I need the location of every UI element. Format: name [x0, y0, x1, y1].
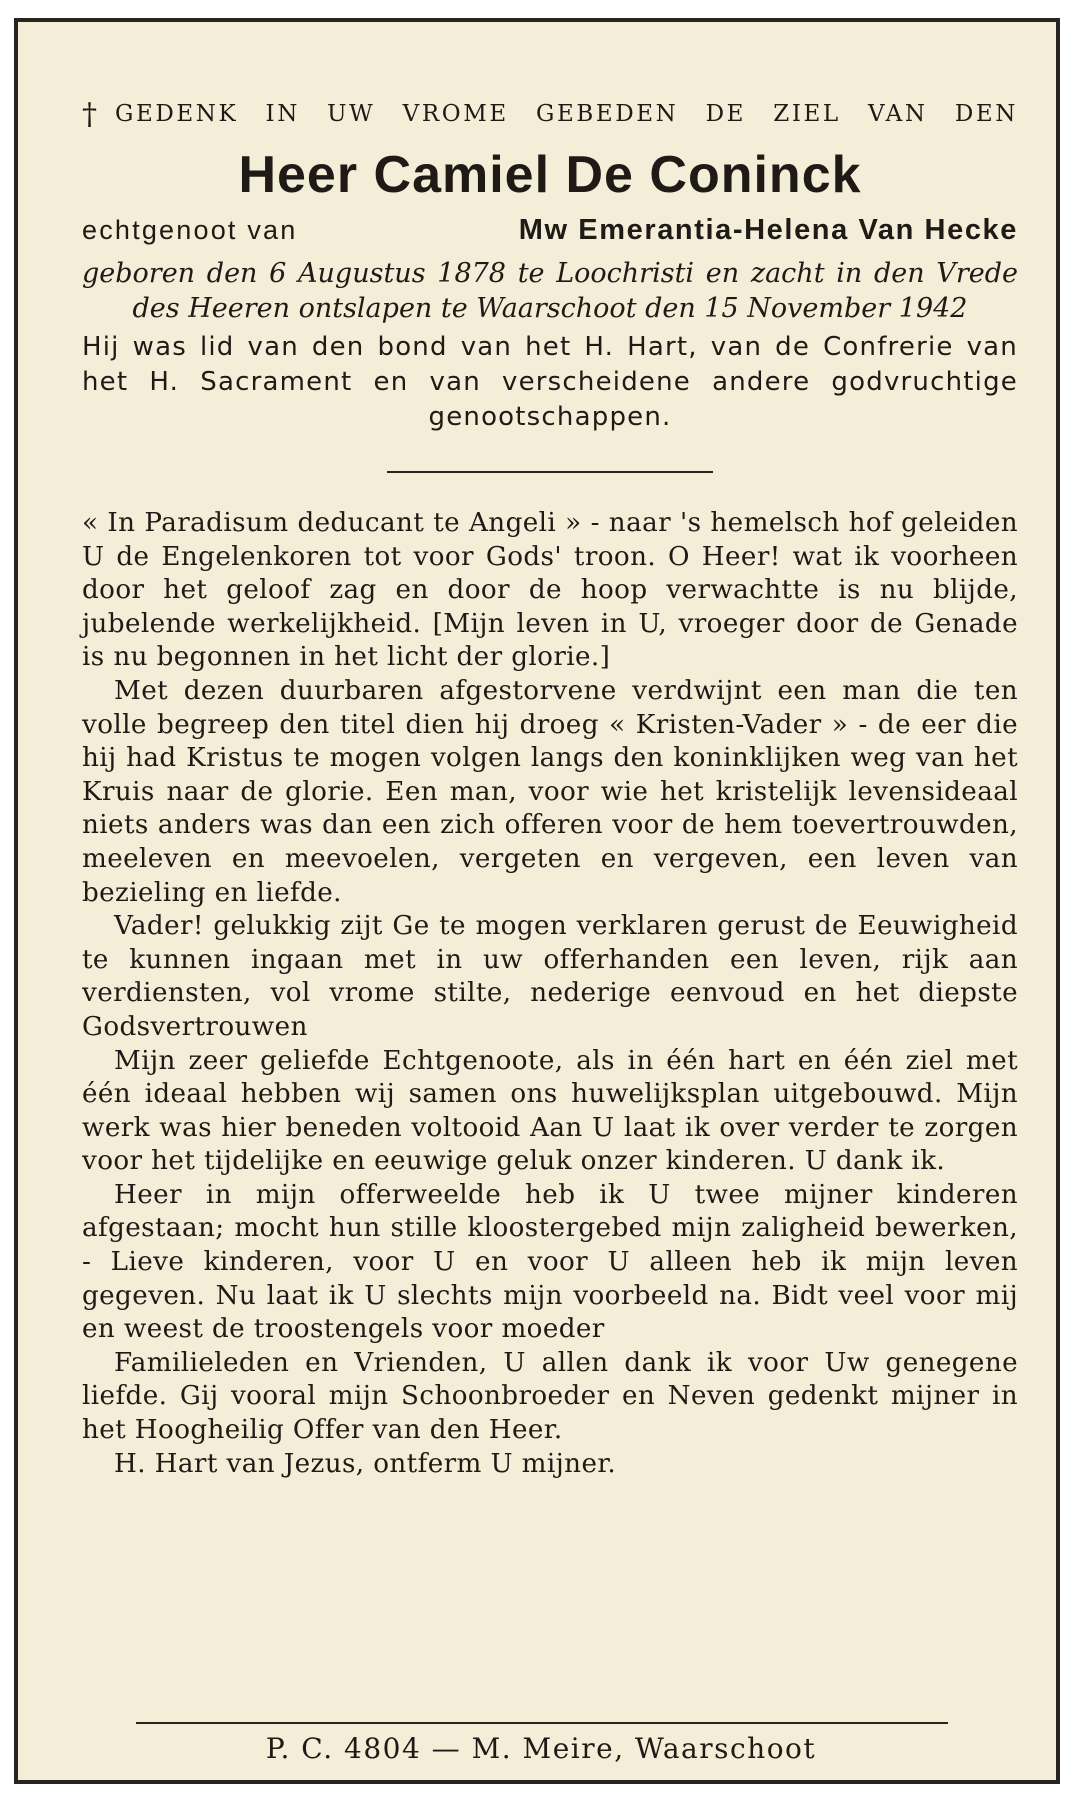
footer-divider — [136, 1722, 948, 1724]
paragraph-6: Familieleden en Vrienden, U allen dank ik voor Uw genegene liefde. Gij vooral mijn Schoonbroeder en Neven gedenkt mijner in het Hoogheilig Offer van den Heer. — [82, 1347, 1018, 1446]
birth-death-text: geboren den 6 Augustus 1878 te Loochristi en zacht in den Vrede des Heeren ontslapen te Waarschoot den 15 November 1942 — [82, 258, 1018, 324]
card-content — [82, 92, 1018, 1481]
paragraph-3: Vader! gelukkig zijt Ge te mogen verklaren gerust de Eeuwigheid te kunnen ingaan met in uw offerhanden een leven, rijk aan verdiensten, vol vrome stilte, nederige eenvoud en het diepste Godsvertrouwen — [82, 911, 1018, 1042]
memorial-card — [14, 18, 1060, 1784]
intro-text: GEDENK IN UW VROME GEBEDEN DE ZIEL VAN DEN — [115, 101, 1018, 127]
deceased-name: Heer Camiel De Coninck — [238, 146, 862, 204]
paragraph-1: « In Paradisum deducant te Angeli » - naar 's hemelsch hof geleiden U de Engelenkoren tot voor Gods' troon. O Heer! wat ik voorheen door het geloof zag en door de hoop verwachtte is nu blijde, jubelende werkelijkheid. [Mijn leven in U, vroeger door de Genade is nu begonnen in het licht der glorie.] — [82, 508, 1018, 673]
spouse-name: Mw Emerantia-Helena Van Hecke — [518, 214, 1018, 246]
divider — [387, 471, 713, 473]
memorial-text — [82, 507, 1018, 1481]
cross-icon: † — [82, 96, 97, 132]
intro-line — [82, 92, 1018, 136]
paragraph-2: Met dezen duurbaren afgestorvene verdwijnt een man die ten volle begreep den titel dien hij droeg « Kristen-Vader » - de eer die hij had Kristus te mogen volgen langs den koninklijken weg van het Kruis naar de glorie. Een man, voor wie het kristelijk levensideaal niets anders was dan een zich offeren voor de hem toevertrouwden, meeleven en meevoelen, vergeten en vergeven, een leven van bezieling en liefde. — [82, 675, 1018, 908]
paragraph-5: Heer in mijn offerweelde heb ik U twee mijner kinderen afgestaan; mocht hun stille kloostergebed mijn zaligheid bewerken, - Lieve kinderen, voor U en voor U alleen heb ik mijn leven gegeven. Nu laat ik U slechts mijn voorbeeld na. Bidt veel voor mij en weest de troostengels voor moeder — [82, 1179, 1018, 1345]
printer-imprint: P. C. 4804 — M. Meire, Waarschoot — [265, 1732, 817, 1765]
membership-text: Hij was lid van den bond van het H. Hart, van de Confrerie van het H. Sacrament en van verscheidene andere godvruchtige genootschappen. — [82, 332, 1018, 432]
paragraph-4: Mijn zeer geliefde Echtgenoote, als in één hart en één ziel met één ideaal hebben wij samen ons huwelijksplan uitgebouwd. Mijn werk was hier beneden voltooid Aan U laat ik over verder te zorgen voor het tijdelijke en eeuwige geluk onzer kinderen. U dank ik. — [82, 1045, 1018, 1177]
spouse-label: echtgenoot van — [82, 215, 298, 245]
paragraph-7: H. Hart van Jezus, ontferm U mijner. — [114, 1448, 617, 1479]
spouse-line — [82, 210, 1018, 250]
